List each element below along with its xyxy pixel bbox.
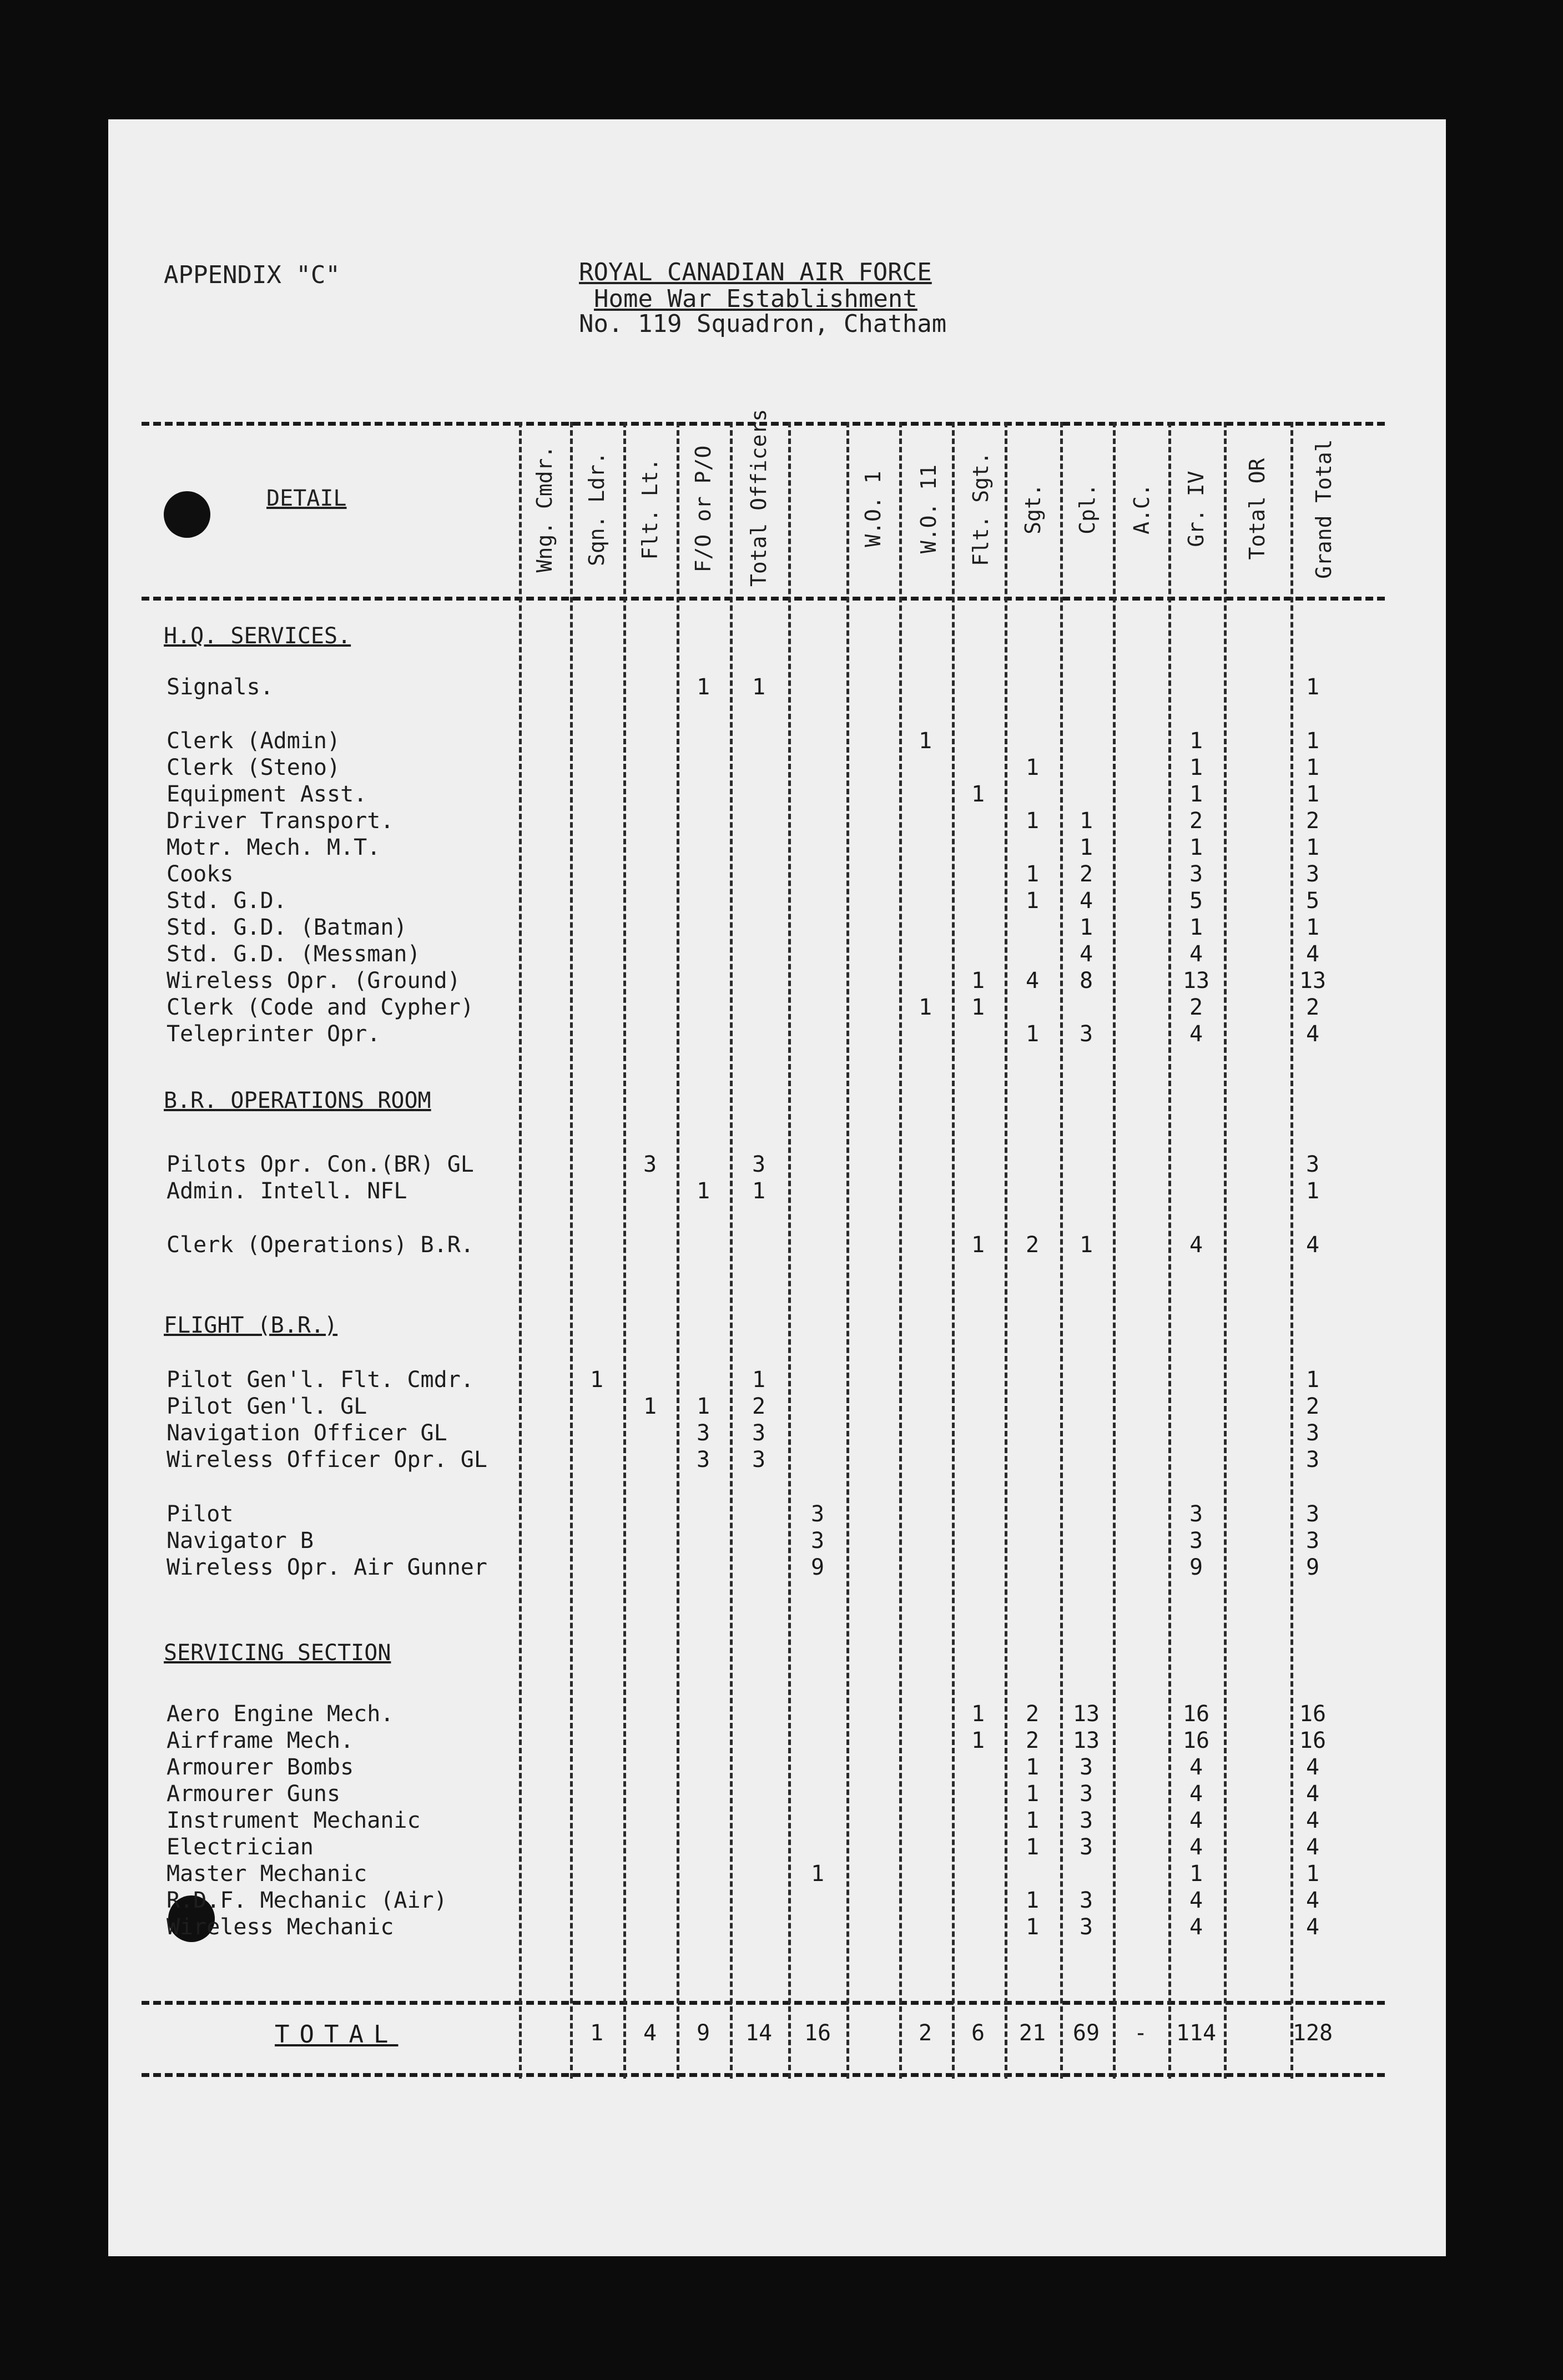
cell-grand: 3 <box>1305 1152 1320 1177</box>
cell-grand: 4 <box>1305 1021 1320 1047</box>
column-header-fo-po: F/O or P/O <box>691 445 715 573</box>
column-divider <box>1113 422 1116 2079</box>
document-subtitle: Home War Establishment <box>594 285 917 313</box>
squadron-unit: No. 119 Squadron, Chatham <box>579 310 947 338</box>
cell-grand: 1 <box>1305 755 1320 780</box>
row-label: Pilot Gen'l. GL <box>167 1394 367 1419</box>
cell-total-or: 4 <box>1189 1888 1203 1913</box>
column-header-detail: DETAIL <box>266 486 347 511</box>
cell-grand: 13 <box>1299 968 1327 994</box>
column-header-grand-total: Grand Total <box>1312 439 1336 579</box>
cell-ac: 2 <box>1079 861 1093 887</box>
total-cell-sgt: 6 <box>971 2020 985 2046</box>
total-label: TOTAL <box>275 2020 399 2049</box>
section-servicing: SERVICING SECTION <box>164 1640 391 1666</box>
cell-cpl: 1 <box>1025 1914 1040 1940</box>
cell-total-or: 2 <box>1189 995 1203 1020</box>
total-cell-wo1: 16 <box>804 2020 831 2046</box>
column-divider <box>846 422 849 2079</box>
section-br-operations-room: B.R. OPERATIONS ROOM <box>164 1088 431 1113</box>
cell-grand: 1 <box>1305 728 1320 754</box>
cell-cpl: 1 <box>1025 1781 1040 1807</box>
cell-grand: 3 <box>1305 1447 1320 1473</box>
cell-ac: 3 <box>1079 1808 1093 1833</box>
row-label: Airframe Mech. <box>167 1728 354 1753</box>
cell-wo1: 9 <box>810 1555 825 1580</box>
cell-cpl: 2 <box>1025 1728 1040 1753</box>
cell-grand: 4 <box>1305 1808 1320 1833</box>
cell-grand: 4 <box>1305 1914 1320 1940</box>
cell-total-or: 5 <box>1189 888 1203 914</box>
column-divider <box>788 422 791 2079</box>
cell-grand: 1 <box>1305 1367 1320 1393</box>
row-label: Signals. <box>167 674 274 700</box>
cell-sgt: 1 <box>971 1232 985 1258</box>
column-divider <box>677 422 679 2079</box>
cell-total-or: 4 <box>1189 1021 1203 1047</box>
row-label: Wireless Opr. (Ground) <box>167 968 461 994</box>
cell-grand: 9 <box>1305 1555 1320 1580</box>
row-label: Navigator B <box>167 1528 314 1554</box>
cell-grand: 3 <box>1305 1501 1320 1527</box>
cell-grand: 1 <box>1305 835 1320 860</box>
header-bottom-rule <box>142 597 1385 601</box>
row-label: Armourer Bombs <box>167 1754 354 1780</box>
row-label: Wireless Officer Opr. GL <box>167 1447 487 1473</box>
cell-grand: 2 <box>1305 808 1320 834</box>
row-label: Instrument Mechanic <box>167 1808 421 1833</box>
cell-total-or: 1 <box>1189 755 1203 780</box>
cell-total-or: 3 <box>1189 861 1203 887</box>
cell-ac: 1 <box>1079 808 1093 834</box>
cell-ac: 3 <box>1079 1781 1093 1807</box>
column-divider <box>899 422 902 2079</box>
cell-total-or: 4 <box>1189 1781 1203 1807</box>
row-label: Master Mechanic <box>167 1861 367 1887</box>
cell-grand: 16 <box>1299 1728 1327 1753</box>
cell-grand: 1 <box>1305 674 1320 700</box>
cell-total-or: 16 <box>1182 1701 1210 1727</box>
total-cell-cpl: 21 <box>1019 2020 1046 2046</box>
total-cell-ac: 69 <box>1072 2020 1100 2046</box>
row-label: Wireless Mechanic <box>167 1914 394 1940</box>
row-label: Clerk (Code and Cypher) <box>167 995 474 1020</box>
row-label: Clerk (Admin) <box>167 728 341 754</box>
cell-fo: 1 <box>696 674 710 700</box>
row-label: Driver Transport. <box>167 808 394 834</box>
row-label: Std. G.D. (Batman) <box>167 915 407 940</box>
cell-grand: 2 <box>1305 995 1320 1020</box>
cell-ac: 1 <box>1079 835 1093 860</box>
row-label: Pilots Opr. Con.(BR) GL <box>167 1152 474 1177</box>
total-cell-sqn: 1 <box>589 2020 604 2046</box>
column-header-sqn-ldr: Sqn. Ldr. <box>584 452 609 566</box>
row-label: Pilot <box>167 1501 234 1527</box>
total-cell-tot-off: 14 <box>745 2020 773 2046</box>
cell-cpl: 1 <box>1025 861 1040 887</box>
cell-grand: 1 <box>1305 1861 1320 1887</box>
total-top-rule <box>142 2001 1385 2005</box>
row-label: Wireless Opr. Air Gunner <box>167 1555 487 1580</box>
cell-ac: 3 <box>1079 1754 1093 1780</box>
cell-grand: 3 <box>1305 861 1320 887</box>
cell-grand: 4 <box>1305 1888 1320 1913</box>
row-label: Armourer Guns <box>167 1781 341 1807</box>
row-label: Motr. Mech. M.T. <box>167 835 381 860</box>
cell-tot-off: 3 <box>752 1152 766 1177</box>
column-divider <box>623 422 626 2079</box>
cell-sgt: 1 <box>971 968 985 994</box>
row-label: Teleprinter Opr. <box>167 1021 381 1047</box>
cell-ac: 4 <box>1079 941 1093 967</box>
column-header-wo2: W.O. 11 <box>916 464 941 554</box>
cell-total-or: 4 <box>1189 1808 1203 1833</box>
cell-cpl: 1 <box>1025 1808 1040 1833</box>
cell-total-or: 4 <box>1189 1232 1203 1258</box>
cell-sgt: 1 <box>971 995 985 1020</box>
row-label: Navigation Officer GL <box>167 1420 447 1446</box>
cell-grand: 2 <box>1305 1394 1320 1419</box>
cell-flt-sgt: 1 <box>918 995 932 1020</box>
cell-total-or: 3 <box>1189 1501 1203 1527</box>
cell-total-or: 13 <box>1182 968 1210 994</box>
cell-cpl: 1 <box>1025 755 1040 780</box>
cell-fo: 3 <box>696 1447 710 1473</box>
cell-total-or: 1 <box>1189 915 1203 940</box>
total-cell-flt-lt: 4 <box>643 2020 657 2046</box>
row-label: Std. G.D. <box>167 888 287 914</box>
cell-cpl: 2 <box>1025 1701 1040 1727</box>
cell-total-or: 1 <box>1189 1861 1203 1887</box>
cell-ac: 3 <box>1079 1021 1093 1047</box>
column-divider <box>730 422 733 2079</box>
cell-ac: 3 <box>1079 1834 1093 1860</box>
cell-ac: 13 <box>1072 1728 1100 1753</box>
cell-cpl: 1 <box>1025 1021 1040 1047</box>
column-header-sgt: Sgt. <box>1021 483 1045 535</box>
row-label: Clerk (Operations) B.R. <box>167 1232 474 1258</box>
total-cell-fo: 9 <box>696 2020 710 2046</box>
cell-flt-lt: 3 <box>643 1152 657 1177</box>
cell-tot-off: 1 <box>752 674 766 700</box>
cell-tot-off: 1 <box>752 1178 766 1204</box>
cell-flt-sgt: 1 <box>918 728 932 754</box>
cell-total-or: 1 <box>1189 835 1203 860</box>
row-label: Pilot Gen'l. Flt. Cmdr. <box>167 1367 474 1393</box>
document-title: ROYAL CANADIAN AIR FORCE <box>579 258 932 286</box>
cell-grand: 4 <box>1305 941 1320 967</box>
column-header-gr4: Gr. IV <box>1184 471 1208 547</box>
column-header-flt-lt: Flt. Lt. <box>638 458 662 560</box>
column-header-total-officers: Total Officers <box>747 409 771 587</box>
cell-ac: 1 <box>1079 915 1093 940</box>
cell-cpl: 1 <box>1025 808 1040 834</box>
cell-sgt: 1 <box>971 1701 985 1727</box>
column-divider <box>570 422 573 2079</box>
cell-tot-off: 1 <box>752 1367 766 1393</box>
cell-cpl: 1 <box>1025 1754 1040 1780</box>
row-label: R.D.F. Mechanic (Air) <box>167 1888 447 1913</box>
total-cell-gr4: - <box>1133 2020 1148 2046</box>
row-label: Aero Engine Mech. <box>167 1701 394 1727</box>
row-label: Electrician <box>167 1834 314 1860</box>
column-divider <box>519 422 522 2079</box>
cell-grand: 4 <box>1305 1834 1320 1860</box>
cell-total-or: 4 <box>1189 1754 1203 1780</box>
section-flight-br: FLIGHT (B.R.) <box>164 1313 338 1338</box>
cell-cpl: 2 <box>1025 1232 1040 1258</box>
cell-cpl: 4 <box>1025 968 1040 994</box>
row-label: Cooks <box>167 861 234 887</box>
cell-wo1: 3 <box>810 1501 825 1527</box>
cell-total-or: 4 <box>1189 1834 1203 1860</box>
cell-total-or: 3 <box>1189 1528 1203 1554</box>
cell-cpl: 1 <box>1025 888 1040 914</box>
cell-fo: 1 <box>696 1394 710 1419</box>
cell-grand: 4 <box>1305 1754 1320 1780</box>
punch-hole <box>164 491 210 538</box>
cell-grand: 1 <box>1305 781 1320 807</box>
document-page <box>108 119 1446 2256</box>
total-cell-total-or: 114 <box>1176 2020 1217 2046</box>
cell-sgt: 1 <box>971 1728 985 1753</box>
total-cell-grand: 128 <box>1292 2020 1333 2046</box>
cell-grand: 1 <box>1305 915 1320 940</box>
cell-grand: 4 <box>1305 1781 1320 1807</box>
row-label: Equipment Asst. <box>167 781 367 807</box>
cell-cpl: 1 <box>1025 1834 1040 1860</box>
row-label: Admin. Intell. NFL <box>167 1178 407 1204</box>
cell-ac: 3 <box>1079 1888 1093 1913</box>
cell-sgt: 1 <box>971 781 985 807</box>
cell-fo: 3 <box>696 1420 710 1446</box>
cell-total-or: 1 <box>1189 728 1203 754</box>
cell-ac: 4 <box>1079 888 1093 914</box>
cell-grand: 3 <box>1305 1420 1320 1446</box>
cell-grand: 3 <box>1305 1528 1320 1554</box>
cell-total-or: 1 <box>1189 781 1203 807</box>
column-header-wo1: W.O. 1 <box>861 471 885 547</box>
row-label: Std. G.D. (Messman) <box>167 941 421 967</box>
column-divider <box>1224 422 1227 2079</box>
cell-wo1: 3 <box>810 1528 825 1554</box>
cell-total-or: 16 <box>1182 1728 1210 1753</box>
cell-grand: 5 <box>1305 888 1320 914</box>
cell-total-or: 9 <box>1189 1555 1203 1580</box>
cell-grand: 4 <box>1305 1232 1320 1258</box>
cell-total-or: 2 <box>1189 808 1203 834</box>
total-bottom-rule <box>142 2073 1385 2077</box>
cell-grand: 1 <box>1305 1178 1320 1204</box>
cell-total-or: 4 <box>1189 941 1203 967</box>
column-header-flt-sgt: Flt. Sgt. <box>969 452 993 566</box>
cell-ac: 8 <box>1079 968 1093 994</box>
cell-ac: 3 <box>1079 1914 1093 1940</box>
section-hq-services: H.Q. SERVICES. <box>164 623 351 649</box>
cell-ac: 1 <box>1079 1232 1093 1258</box>
cell-wo1: 1 <box>810 1861 825 1887</box>
appendix-label: APPENDIX "C" <box>164 261 340 289</box>
cell-tot-off: 3 <box>752 1420 766 1446</box>
cell-sqn: 1 <box>589 1367 604 1393</box>
column-header-ac: A.C. <box>1130 483 1154 535</box>
column-header-wng-cmdr: Wng. Cmdr. <box>532 445 557 573</box>
cell-cpl: 1 <box>1025 1888 1040 1913</box>
cell-total-or: 4 <box>1189 1914 1203 1940</box>
cell-tot-off: 3 <box>752 1447 766 1473</box>
cell-tot-off: 2 <box>752 1394 766 1419</box>
column-header-cpl: Cpl. <box>1075 483 1100 535</box>
cell-flt-lt: 1 <box>643 1394 657 1419</box>
column-header-total-or: Total OR <box>1245 458 1269 560</box>
cell-ac: 13 <box>1072 1701 1100 1727</box>
total-cell-flt-sgt: 2 <box>918 2020 932 2046</box>
row-label: Clerk (Steno) <box>167 755 341 780</box>
cell-fo: 1 <box>696 1178 710 1204</box>
cell-grand: 16 <box>1299 1701 1327 1727</box>
